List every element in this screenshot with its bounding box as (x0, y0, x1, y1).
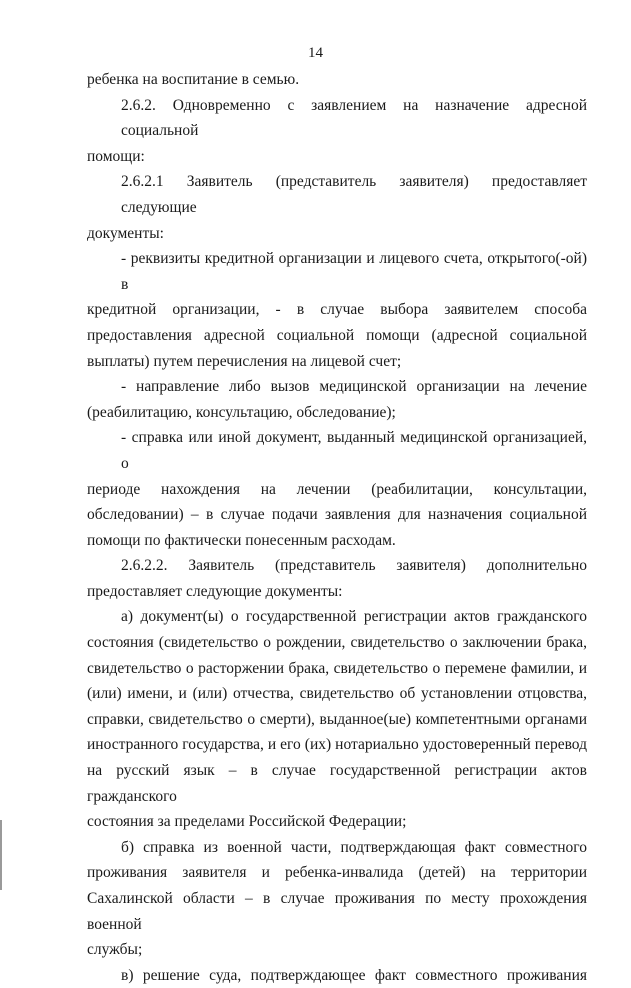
text-line: помощи по фактически понесенным расходам. (87, 531, 396, 549)
text-line: - реквизиты кредитной организации и лицевого счета, открытого(-ой) в (121, 250, 587, 293)
text-line: выплаты) путем перечисления на лицевой счет; (87, 352, 402, 370)
text-line: (или) имени, и (или) отчества, свидетельство об установлении отцовства, (87, 685, 587, 703)
text-line: 2.6.2.2. Заявитель (представитель заявителя) дополнительно (121, 557, 587, 575)
text-line: - справка или иной документ, выданный медицинской организацией, о (121, 429, 587, 472)
paragraph-bank-details (87, 246, 587, 374)
paragraph-1 (87, 67, 587, 93)
paragraph-2-6-2-2 (87, 553, 587, 604)
text-line: службы; (87, 941, 143, 959)
text-line: состояния за пределами Российской Федерации; (87, 813, 407, 831)
paragraph-2-6-2-1 (87, 169, 587, 246)
text-line: 2.6.2.1 Заявитель (представитель заявителя) предоставляет следующие (121, 173, 587, 216)
page-number: 14 (308, 45, 323, 61)
text-line: (реабилитацию, консультацию, обследование); (87, 403, 396, 421)
paragraph-medical-referral (87, 374, 587, 425)
text-line: состояния (свидетельство о рождении, свидетельство о заключении брака, (87, 634, 587, 652)
text-line: кредитной организации, - в случае выбора заявителем способа (87, 301, 587, 319)
text-line: 2.6.2. Одновременно с заявлением на назначение адресной социальной (121, 96, 587, 140)
text-line: - направление либо вызов медицинской организации на лечение (121, 378, 587, 396)
paragraph-item-v (87, 963, 587, 988)
paragraph-item-a (87, 604, 587, 834)
text-line: иностранного государства, и его (их) нотариально удостоверенный перевод (87, 736, 587, 754)
text-line: предоставляет следующие документы: (87, 582, 343, 600)
document-body (87, 67, 587, 988)
paragraph-2-6-2 (87, 93, 587, 170)
text-line: предоставления адресной социальной помощи (адресной социальной (87, 326, 587, 344)
text-line: Сахалинской области – в случае проживания по месту прохождения военной (87, 890, 587, 933)
text-line: обследовании) – в случае подачи заявления для назначения социальной (87, 506, 587, 524)
scan-edge-shadow (0, 820, 2, 890)
text-line: документы: (87, 224, 164, 242)
text-line: проживания заявителя и ребенка-инвалида (детей) на территории (87, 864, 587, 882)
text-line: в) решение суда, подтверждающее факт совместного проживания (121, 966, 587, 984)
text-line: б) справка из военной части, подтверждающая факт совместного (121, 838, 587, 856)
text-line: помощи: (87, 147, 145, 165)
paragraph-item-b (87, 835, 587, 963)
text-line: справки, свидетельство о смерти), выданное(ые) компетентными органами (87, 710, 587, 728)
text-line: свидетельство о расторжении брака, свидетельство о перемене фамилии, и (87, 659, 587, 677)
text-line: а) документ(ы) о государственной регистрации актов гражданского (121, 608, 587, 626)
paragraph-medical-certificate (87, 425, 587, 553)
text-line: на русский язык – в случае государственной регистрации актов гражданского (87, 762, 587, 805)
text-line: периоде нахождения на лечении (реабилитации, консультации, (87, 480, 587, 498)
text-line: ребенка на воспитание в семью. (87, 71, 300, 88)
